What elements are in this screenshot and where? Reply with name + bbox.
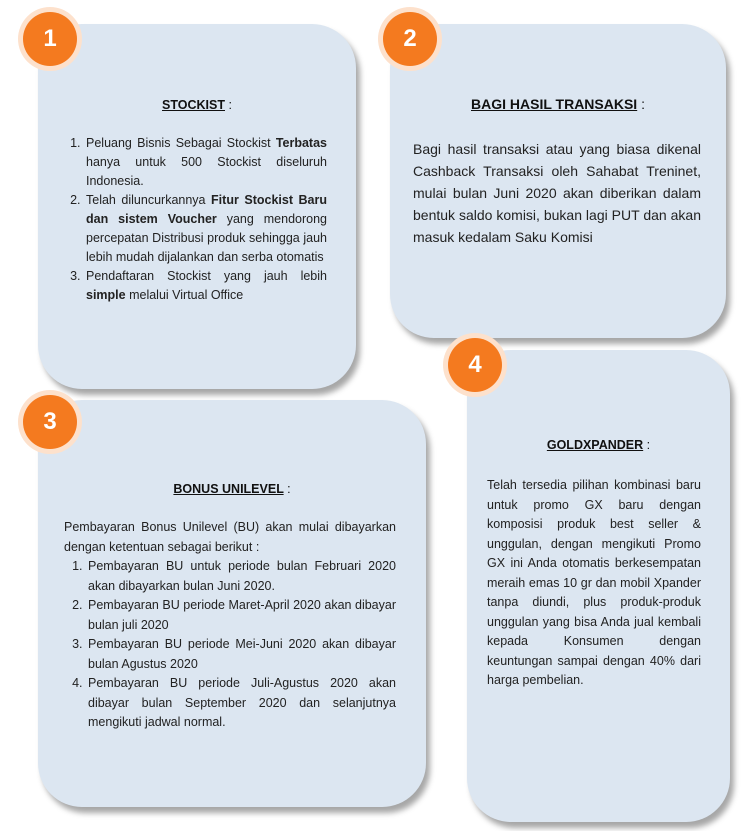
title-colon: : <box>287 482 291 496</box>
title-text: STOCKIST <box>162 98 225 112</box>
stockist-list <box>62 134 327 305</box>
goldxpander-text: Telah tersedia pilihan kombinasi baru untuk promo GX baru dengan komposisi produk best seller & unggulan, dengan mengikuti Promo GX ini Anda otomatis berkesempatan meraih emas 10 gr dan mobil Xpander tanpa diundi, plus produk-produk unggulan yang bisa Anda jual kembali kepada Konsumen dengan keuntungan sampai dengan 40% dari harga pembelian. <box>487 478 701 687</box>
card-title-bonus-unilevel <box>38 482 426 496</box>
list-item: 1. Peluang Bisnis Sebagai Stockist Terbatas hanya untuk 500 Stockist diseluruh Indonesia. <box>84 134 327 191</box>
bonus-unilevel-body <box>64 518 396 733</box>
title-colon: : <box>228 98 232 112</box>
number-badge-4: 4 <box>448 338 502 392</box>
list-item: 4. Pembayaran BU periode Juli-Agustus 2020 akan dibayar bulan September 2020 dan selanjutnya mengikuti jadwal normal. <box>86 674 396 733</box>
list-item: 1. Pembayaran BU untuk periode bulan Februari 2020 akan dibayarkan bulan Juni 2020. <box>86 557 396 596</box>
number-badge-1: 1 <box>23 12 77 66</box>
title-text: BONUS UNILEVEL <box>173 482 284 496</box>
list-item: 3. Pendaftaran Stockist yang jauh lebih simple melalui Virtual Office <box>84 267 327 305</box>
card-bonus-unilevel <box>38 400 426 807</box>
card-bagi-hasil <box>390 24 726 338</box>
list-item: 3. Pembayaran BU periode Mei-Juni 2020 akan dibayar bulan Agustus 2020 <box>86 635 396 674</box>
list-item: 2. Pembayaran BU periode Maret-April 2020 akan dibayar bulan juli 2020 <box>86 596 396 635</box>
title-colon: : <box>646 438 651 452</box>
number-badge-3: 3 <box>23 395 77 449</box>
title-text: GOLDXPANDER <box>546 438 644 452</box>
card-title-stockist <box>38 98 356 112</box>
title-text: BAGI HASIL TRANSAKSI <box>471 96 638 112</box>
list-item: 2. Telah diluncurkannya Fitur Stockist Baru dan sistem Voucher yang mendorong percepatan Distribusi produk sehingga jauh lebih mudah dijalankan dan serba otomatis <box>84 191 327 267</box>
card-title-bagi-hasil <box>390 96 726 112</box>
card-stockist <box>38 24 356 389</box>
card-title-goldxpander <box>467 438 730 452</box>
title-colon: : <box>641 96 645 112</box>
bonus-unilevel-intro: Pembayaran Bonus Unilevel (BU) akan mulai dibayarkan dengan ketentuan sebagai berikut : <box>64 520 396 554</box>
number-badge-2: 2 <box>383 12 437 66</box>
bagi-hasil-text: Bagi hasil transaksi atau yang biasa dikenal Cashback Transaksi oleh Sahabat Treninet, mulai bulan Juni 2020 akan diberikan dalam bentuk saldo komisi, bukan lagi PUT dan akan masuk kedalam Saku Komisi <box>413 141 701 245</box>
card-goldxpander <box>467 350 730 822</box>
